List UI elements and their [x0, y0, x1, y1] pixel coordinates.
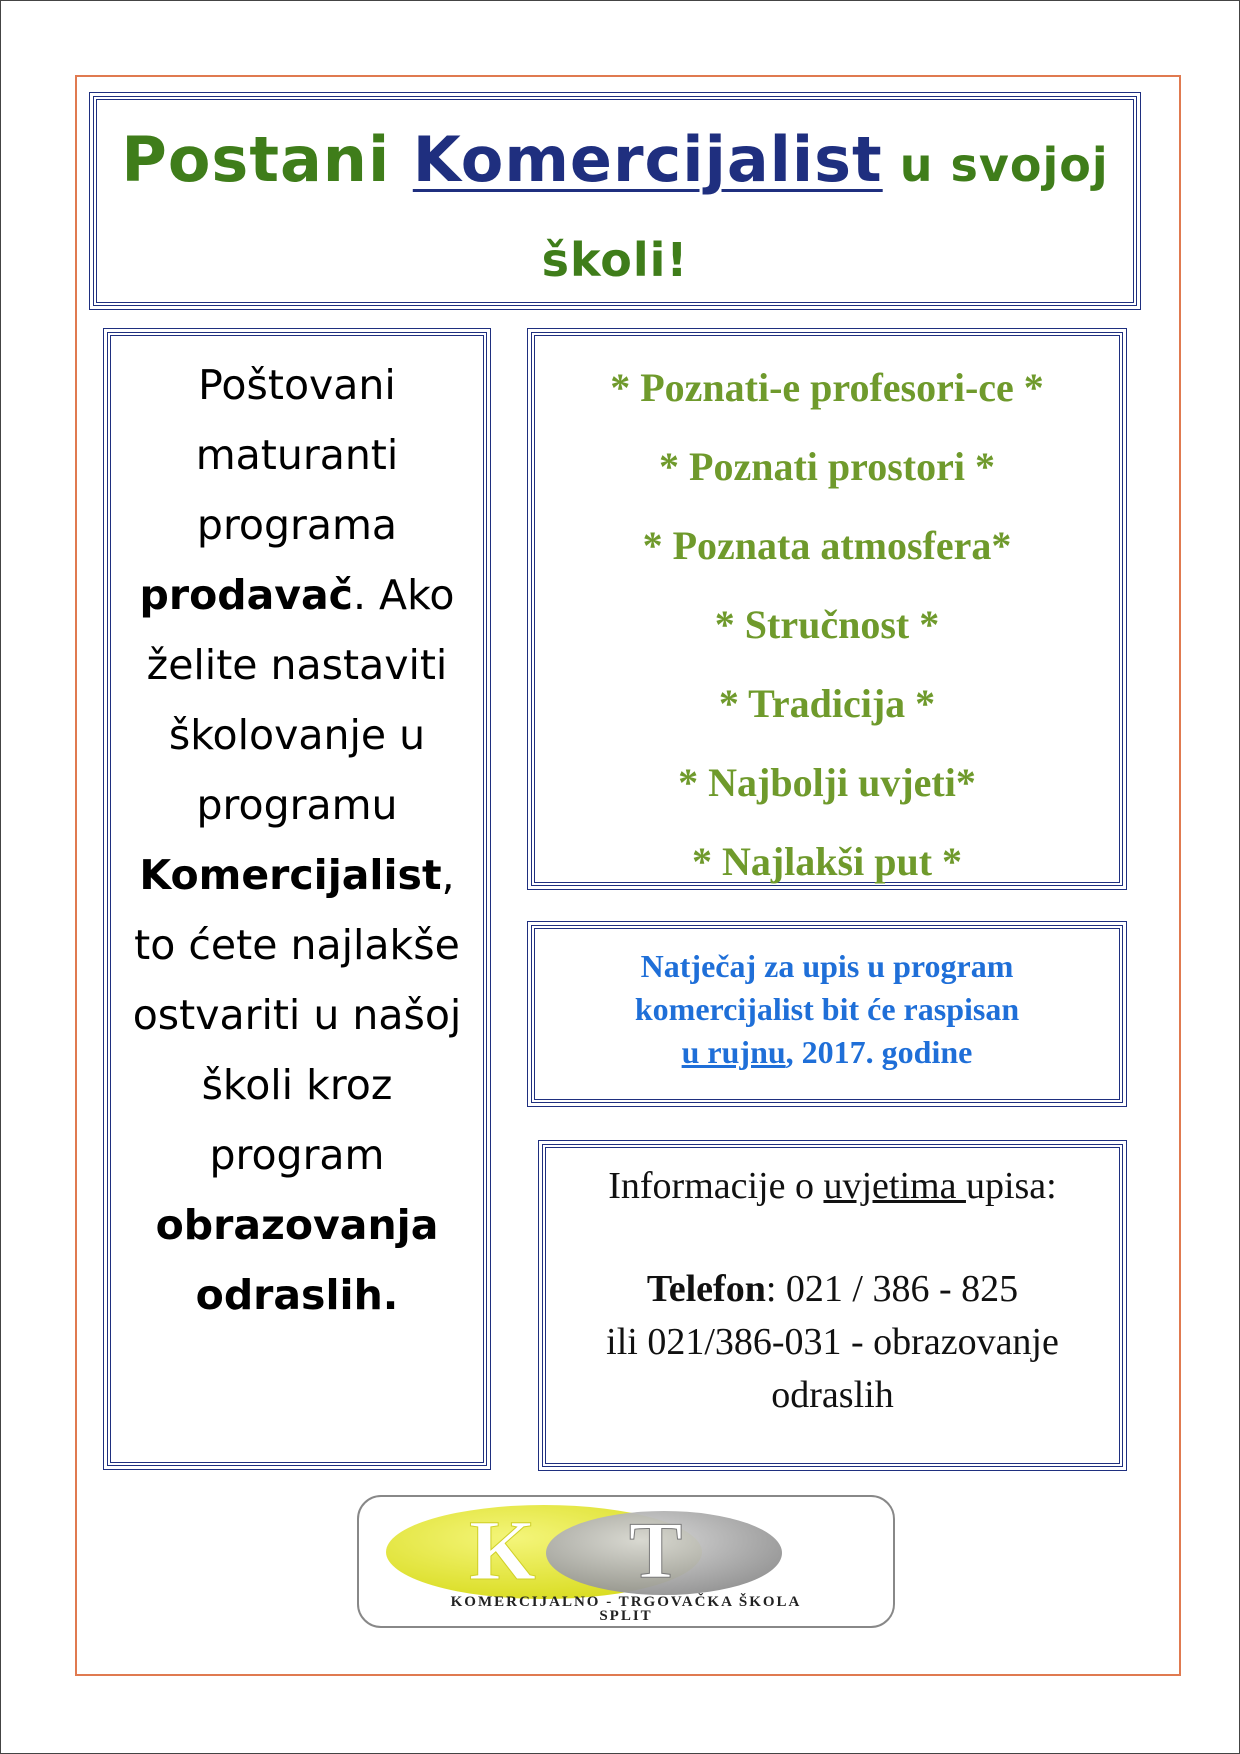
title-line2: školi!	[541, 233, 689, 287]
title-part2: u svojoj	[882, 138, 1109, 192]
school-logo	[357, 1495, 895, 1628]
intro-text-4: .	[382, 1271, 399, 1319]
info-line-1u: uvjetima	[823, 1165, 966, 1207]
intro-text-2: . Ako želite nastaviti školovanje u programu	[146, 571, 455, 829]
title-part1: Postani	[121, 123, 413, 196]
notice-text	[535, 945, 1119, 1074]
intro-bold-2: Komercijalist	[139, 851, 442, 899]
feature-item: * Stručnost *	[714, 602, 940, 647]
intro-text-1: Poštovani maturanti programa	[195, 361, 399, 549]
info-text	[546, 1160, 1119, 1422]
features-box	[531, 332, 1123, 886]
notice-date-link: u rujnu	[681, 1034, 786, 1070]
notice-box	[531, 925, 1123, 1103]
logo-caption	[359, 1595, 893, 1623]
intro-box	[107, 332, 487, 1466]
feature-item: * Poznata atmosfera*	[642, 523, 1012, 568]
phone-value: : 021 / 386 - 825	[765, 1268, 1019, 1310]
info-line-3: ili 021/386-031 - obrazovanje	[606, 1321, 1059, 1363]
feature-item: * Poznati-e profesori-ce *	[610, 365, 1044, 410]
logo-letter-k: K	[469, 1502, 536, 1598]
logo-letter-t: T	[629, 1507, 683, 1595]
title-highlight: Komercijalist	[412, 123, 883, 196]
info-line-4: odraslih	[771, 1374, 894, 1416]
info-line-1a: Informacije o	[608, 1165, 824, 1207]
title-box	[93, 96, 1137, 306]
feature-item: * Tradicija *	[718, 681, 936, 726]
notice-line-1: Natječaj za upis u program	[640, 948, 1014, 984]
features-list	[535, 348, 1119, 901]
phone-label: Telefon	[646, 1268, 766, 1310]
feature-item: * Najlakši put *	[691, 839, 963, 884]
intro-bold-3: obrazovanja odraslih	[155, 1201, 439, 1319]
info-box	[542, 1144, 1123, 1467]
info-line-1b: upisa:	[965, 1165, 1057, 1207]
page-title	[97, 118, 1133, 313]
feature-item: * Najbolji uvjeti*	[678, 760, 976, 805]
logo-caption-line-1: KOMERCIJALNO - TRGOVAČKA ŠKOLA	[450, 1594, 802, 1610]
feature-item: * Poznati prostori *	[659, 444, 995, 489]
intro-text-3: , to ćete najlakše ostvariti u našoj školi kroz program	[132, 851, 462, 1179]
intro-bold-1: prodavač	[139, 571, 353, 619]
notice-line-2: komercijalist bit će raspisan	[634, 991, 1020, 1027]
notice-line-3: , 2017. godine	[785, 1034, 973, 1070]
intro-text	[117, 350, 477, 1330]
logo-caption-line-2: SPLIT	[599, 1608, 653, 1624]
